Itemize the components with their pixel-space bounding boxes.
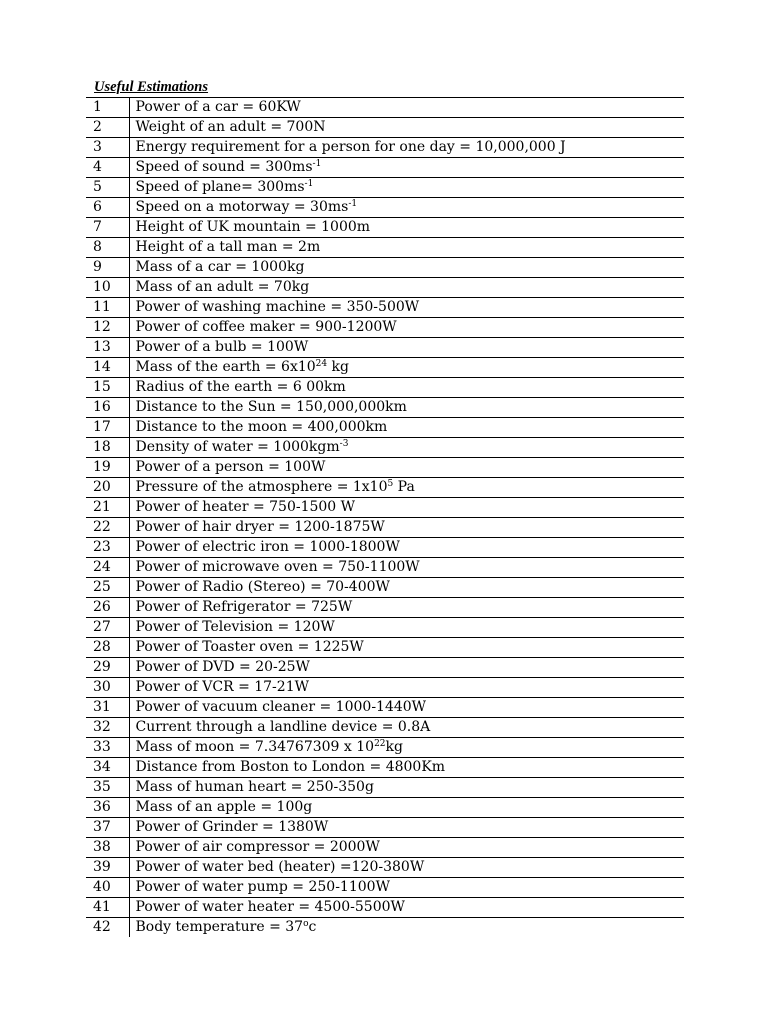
text-segment: Power of Grinder = 1380W <box>135 819 329 835</box>
table-row <box>86 698 684 718</box>
row-number: 10 <box>86 278 129 298</box>
text-segment: Mass of human heart = 250-350g <box>135 779 374 795</box>
text-segment: Distance to the Sun = 150,000,000km <box>135 399 407 415</box>
text-segment: Height of UK mountain = 1000m <box>135 219 371 235</box>
estimation-text <box>129 118 684 138</box>
table-row <box>86 398 684 418</box>
table-row <box>86 898 684 918</box>
text-segment: Mass of the earth = 6x10 <box>135 359 316 375</box>
row-number: 18 <box>86 438 129 458</box>
estimation-text <box>129 338 684 358</box>
text-segment: Radius of the earth = 6 00km <box>135 379 346 395</box>
table-row <box>86 118 684 138</box>
estimation-text <box>129 398 684 418</box>
text-segment: Speed of plane= 300ms <box>135 179 305 195</box>
estimation-text <box>129 418 684 438</box>
estimation-text <box>129 678 684 698</box>
estimation-text <box>129 98 684 118</box>
estimation-text <box>129 878 684 898</box>
text-segment: Weight of an adult = 700N <box>135 119 326 135</box>
estimation-text <box>129 858 684 878</box>
row-number: 21 <box>86 498 129 518</box>
table-row <box>86 858 684 878</box>
row-number: 1 <box>86 98 129 118</box>
table-row <box>86 798 684 818</box>
table-row <box>86 878 684 898</box>
table-row <box>86 238 684 258</box>
row-number: 15 <box>86 378 129 398</box>
table-row <box>86 138 684 158</box>
row-number: 30 <box>86 678 129 698</box>
text-segment: Power of microwave oven = 750-1100W <box>135 559 420 575</box>
estimation-text <box>129 318 684 338</box>
table-row <box>86 678 684 698</box>
row-number: 5 <box>86 178 129 198</box>
estimation-text <box>129 778 684 798</box>
text-segment: Power of water bed (heater) =120-380W <box>135 859 425 875</box>
row-number: 3 <box>86 138 129 158</box>
estimation-text <box>129 758 684 778</box>
estimation-text <box>129 298 684 318</box>
row-number: 9 <box>86 258 129 278</box>
text-segment: Height of a tall man = 2m <box>135 239 321 255</box>
estimation-text <box>129 258 684 278</box>
row-number: 42 <box>86 918 129 938</box>
text-segment: Power of Radio (Stereo) = 70-400W <box>135 579 390 595</box>
estimation-text <box>129 918 684 938</box>
table-row <box>86 258 684 278</box>
text-segment: Distance from Boston to London = 4800Km <box>135 759 446 775</box>
superscript: -1 <box>304 179 314 189</box>
estimation-text <box>129 798 684 818</box>
estimation-text <box>129 278 684 298</box>
text-segment: Power of a bulb = 100W <box>135 339 309 355</box>
text-segment: Speed on a motorway = 30ms <box>135 199 349 215</box>
row-number: 4 <box>86 158 129 178</box>
text-segment: Power of air compressor = 2000W <box>135 839 380 855</box>
row-number: 39 <box>86 858 129 878</box>
row-number: 19 <box>86 458 129 478</box>
table-row <box>86 178 684 198</box>
superscript: 24 <box>315 359 328 369</box>
estimation-text <box>129 818 684 838</box>
text-segment: Pressure of the atmosphere = 1x10 <box>135 479 388 495</box>
text-segment: Power of Refrigerator = 725W <box>135 599 353 615</box>
row-number: 31 <box>86 698 129 718</box>
table-row <box>86 758 684 778</box>
table-row <box>86 618 684 638</box>
text-segment: Power of DVD = 20-25W <box>135 659 310 675</box>
estimation-text <box>129 378 684 398</box>
superscript: 5 <box>387 479 394 489</box>
row-number: 38 <box>86 838 129 858</box>
table-row <box>86 318 684 338</box>
estimation-text <box>129 458 684 478</box>
estimation-text <box>129 138 684 158</box>
row-number: 7 <box>86 218 129 238</box>
table-row <box>86 778 684 798</box>
table-row <box>86 438 684 458</box>
row-number: 35 <box>86 778 129 798</box>
text-segment: Pa <box>393 479 415 495</box>
text-segment: kg <box>327 359 350 375</box>
row-number: 34 <box>86 758 129 778</box>
text-segment: Power of coffee maker = 900-1200W <box>135 319 397 335</box>
estimation-text <box>129 598 684 618</box>
row-number: 36 <box>86 798 129 818</box>
estimation-text <box>129 498 684 518</box>
estimation-text <box>129 178 684 198</box>
document-page <box>86 78 684 937</box>
row-number: 12 <box>86 318 129 338</box>
text-segment: Power of Toaster oven = 1225W <box>135 639 364 655</box>
text-segment: Power of water heater = 4500-5500W <box>135 899 405 915</box>
table-row <box>86 538 684 558</box>
estimation-text <box>129 158 684 178</box>
table-row <box>86 598 684 618</box>
document-title: Useful Estimations <box>94 79 209 95</box>
row-number: 37 <box>86 818 129 838</box>
row-number: 25 <box>86 578 129 598</box>
row-number: 11 <box>86 298 129 318</box>
table-row <box>86 218 684 238</box>
text-segment: Energy requirement for a person for one day = 10,000,000 J <box>135 139 566 155</box>
row-number: 20 <box>86 478 129 498</box>
text-segment: Power of Television = 120W <box>135 619 335 635</box>
text-segment: kg <box>385 739 403 755</box>
estimation-text <box>129 518 684 538</box>
text-segment: Power of vacuum cleaner = 1000-1440W <box>135 699 427 715</box>
row-number: 2 <box>86 118 129 138</box>
estimation-text <box>129 718 684 738</box>
row-number: 41 <box>86 898 129 918</box>
text-segment: Power of VCR = 17-21W <box>135 679 309 695</box>
superscript: -1 <box>312 159 322 169</box>
row-number: 6 <box>86 198 129 218</box>
estimation-text <box>129 198 684 218</box>
table-row <box>86 418 684 438</box>
estimation-text <box>129 638 684 658</box>
estimation-text <box>129 538 684 558</box>
row-number: 32 <box>86 718 129 738</box>
superscript: 22 <box>374 739 386 749</box>
table-row <box>86 98 684 118</box>
row-number: 33 <box>86 738 129 758</box>
text-segment: Mass of an adult = 70kg <box>135 279 310 295</box>
row-number: 22 <box>86 518 129 538</box>
estimation-text <box>129 238 684 258</box>
text-segment: Power of water pump = 250-1100W <box>135 879 390 895</box>
text-segment: Power of heater = 750-1500 W <box>135 499 356 515</box>
text-segment: c <box>308 919 317 935</box>
text-segment: Speed of sound = 300ms <box>135 159 313 175</box>
text-segment: Power of hair dryer = 1200-1875W <box>135 519 385 535</box>
estimation-text <box>129 478 684 498</box>
table-row <box>86 718 684 738</box>
estimation-text <box>129 658 684 678</box>
estimations-table-body <box>86 98 684 938</box>
text-segment: Power of a person = 100W <box>135 459 326 475</box>
row-number: 23 <box>86 538 129 558</box>
table-row <box>86 338 684 358</box>
table-row <box>86 298 684 318</box>
text-segment: Power of electric iron = 1000-1800W <box>135 539 400 555</box>
row-number: 17 <box>86 418 129 438</box>
table-row <box>86 658 684 678</box>
row-number: 27 <box>86 618 129 638</box>
row-number: 16 <box>86 398 129 418</box>
table-row <box>86 378 684 398</box>
table-row <box>86 738 684 758</box>
row-number: 13 <box>86 338 129 358</box>
table-row <box>86 838 684 858</box>
superscript: -1 <box>348 199 358 209</box>
row-number: 29 <box>86 658 129 678</box>
table-row <box>86 818 684 838</box>
row-number: 24 <box>86 558 129 578</box>
row-number: 14 <box>86 358 129 378</box>
estimation-text <box>129 578 684 598</box>
text-segment: Distance to the moon = 400,000km <box>135 419 388 435</box>
superscript: -3 <box>339 439 349 449</box>
table-row <box>86 498 684 518</box>
text-segment: Current through a landline device = 0.8A <box>135 719 431 735</box>
table-row <box>86 278 684 298</box>
estimation-text <box>129 898 684 918</box>
table-row <box>86 638 684 658</box>
text-segment: Mass of a car = 1000kg <box>135 259 305 275</box>
table-row <box>86 518 684 538</box>
row-number: 26 <box>86 598 129 618</box>
table-row <box>86 558 684 578</box>
text-segment: Power of washing machine = 350-500W <box>135 299 420 315</box>
text-segment: Mass of moon = 7.34767309 x 10 <box>135 739 375 755</box>
estimation-text <box>129 358 684 378</box>
table-row <box>86 578 684 598</box>
row-number: 8 <box>86 238 129 258</box>
estimation-text <box>129 738 684 758</box>
estimation-text <box>129 438 684 458</box>
table-row <box>86 458 684 478</box>
text-segment: Body temperature = 37 <box>135 919 304 935</box>
estimation-text <box>129 558 684 578</box>
table-row <box>86 918 684 938</box>
table-row <box>86 198 684 218</box>
text-segment: Power of a car = 60KW <box>135 99 301 115</box>
table-row <box>86 358 684 378</box>
estimations-table <box>86 97 684 937</box>
row-number: 28 <box>86 638 129 658</box>
table-row <box>86 478 684 498</box>
text-segment: Density of water = 1000kgm <box>135 439 340 455</box>
superscript: o <box>303 919 309 929</box>
estimation-text <box>129 618 684 638</box>
table-row <box>86 158 684 178</box>
text-segment: Mass of an apple = 100g <box>135 799 313 815</box>
estimation-text <box>129 218 684 238</box>
row-number: 40 <box>86 878 129 898</box>
estimation-text <box>129 698 684 718</box>
estimation-text <box>129 838 684 858</box>
